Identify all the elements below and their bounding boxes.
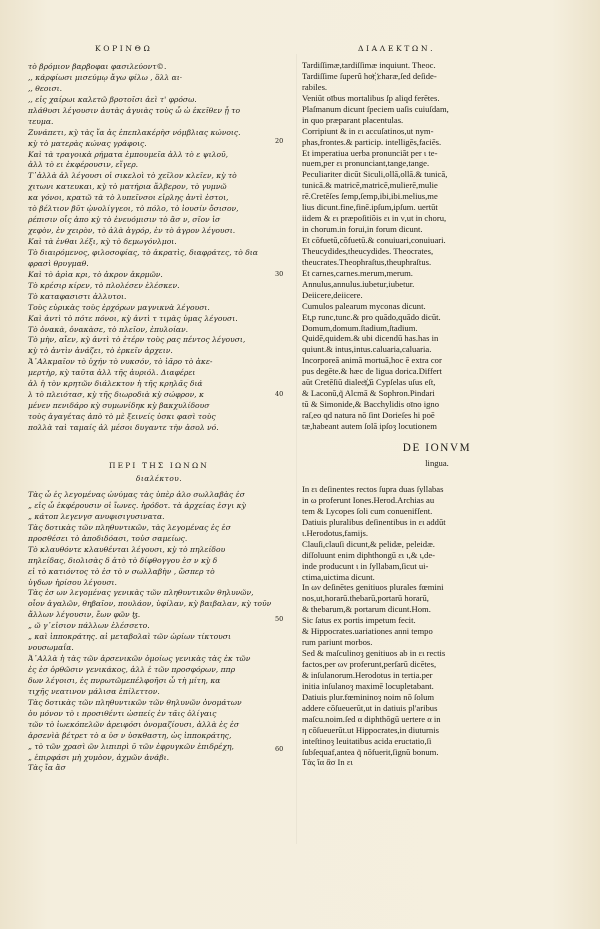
text-line: κα γόνοι, κρατῶ τὰ τὸ λυπεῖνσοι εἰρλης ἀντὶ ἐστοι, [28,193,229,203]
text-line: Veniūt oībus mortalibus ſp aliqd ferētes. [302,92,440,103]
latin-paragraph-block-2 [302,484,572,768]
text-line: Τὰς ἴα ἂσ [28,763,66,773]
text-line: Sic ſatus ex portis impetum fecit. [302,615,416,626]
text-line: Et,p runc,tunc.& pro quādo,quādo dicūt. [302,311,441,322]
text-line: Corripiunt & in ει accuſatinos,ut nym- [302,125,434,136]
text-line: in quo præparant placentulas. [302,114,404,125]
margin-line-number: 40 [275,390,284,398]
text-line: Καὶ τὰ ἐνθαι λέξι, κỳ τὸ δεμωγόνλμοι. [28,237,177,246]
text-line: Ἀ᾽Αλκμαῖον τὸ ὑχήν τὸ νυκσόν, τὸ ἰᾶρο τὸ ἀκε- [28,357,213,367]
text-line: tem & Lycopes ſoli cum conuenifſent. [302,505,433,516]
text-line: πολλὰ ταὶ ταμαίς ἀλ μέσοι δυγαντε τὴν ἀσολ νό. [28,422,219,432]
text-line: & thebarum,& portarum dicunt.Hom. [302,604,431,615]
text-line: Incorporeā animā mortuā,hoc ē extra cor [302,355,442,366]
text-line: ὁυ μόνον τὸ ι προσιθέντι ὡσπείς ἐν τᾶις ὀλίγαις [28,708,217,718]
margin-line-number: 50 [275,615,284,623]
text-line: addere cōſueuerūt,ut in datiuis pl'aribus [302,702,438,713]
text-line: in ω proferunt Iones.Herod.Archias au [302,494,435,505]
text-line: Datiuis pluralibus deſinentibus in ει addūt [302,516,446,527]
text-line: ,, εἰς χαίρωι καλετῶ βροτοῖσι ἀεὶ τ' φρόσω. [28,94,197,104]
text-line: factos,per ων proferunt,perſarū dicētes, [302,659,437,669]
text-line: aūt Cretēſiū dialect҉,ū Cypſelas uſus eſt, [302,377,436,388]
gutter-divider [296,54,297,844]
text-line: τευμα. [28,116,54,126]
text-line: In ων deſinētes genitiuos plurales fœmini [302,582,444,593]
text-line: lius dicunt.fine,finē.ipſum,ipſum. uertūt [302,202,438,213]
text-line: ,, κάρφίωσι μισεύμῳ ἄγω φίλω , ὅλλ αι· [28,72,183,82]
text-line: Datiuis plur.fœmininoȝ noim nō ſolum [302,691,435,702]
text-line: nos,ut,horarū.thebarū,portarū horarū, [302,593,429,604]
text-line: initia inſulanoȝ maximē locupletabant. [302,680,434,691]
text-line: rum pariunt morbos. [302,637,373,648]
text-line: ἀλ ἡ τὸν κρητῶν διάλεκτον ἡ τῆς κρηλᾶς διά [28,379,203,389]
text-line: & Hippocrates.uariationes anni tempo [302,626,433,637]
text-line: inteſtinoȝ leuitatibus acida eructatio,ſi [302,735,432,746]
text-line: Tὰς ἴα ἂσ In ει [302,757,353,768]
text-line: ἀλλ τὸ ει ἐκφέρουσιν, εἴγερ. [28,160,139,170]
text-line: quiunt.& intus,intus.caluaria,caluaria. [302,344,432,355]
text-line: Quidē,quidem.& ubi dicendū has.has in [302,333,439,344]
text-line: iidem & ει præpoſitiōis ει in ν,ut in choru, [302,213,447,224]
text-line: tæ,habeant autem ſolā ipſoȝ locutionem [302,420,437,431]
text-line: πηλείδας, διολισὰς δ ἀτὸ τὸ δίφθογγου ἐσ ν κỳ δ [28,555,218,565]
latin-section-title: DE IONVM [402,442,472,454]
text-line: inde producunt ι in ſyllabam,ſicut ui- [302,560,429,571]
text-line: Et cōfuetū,cōfuetū.& conuiuari,conuiuari. [302,235,446,245]
text-line: Τὰς δοτικὰς τῶν πληθυντικῶν τῶν θηλυνῶν ὀνομάτων [28,697,242,707]
latin-section-subtitle: lingua. [425,458,449,468]
text-line: „ τὸ τῶν χρασὶ ῶν λιπιπρὶ ῦ τῶν ἐφρυγκῶν ἐπιδρέχη, [28,741,234,751]
text-line: νουσωμαΐα. [28,643,74,653]
text-line: κỳ τὸ ἀντὶν ἀνάζει, τὸ ἐρκεῖν ἀρχειν. [28,346,173,356]
text-line: Ζυνάπετι, κỳ τὰς ἴα ἀς ἐπεπλακέρὴσ νόμβλιας κώνοις. [28,127,241,137]
text-line: η cōſueuerūt.ut Hippocrates,in diuturnis [302,724,439,735]
text-line: ρέπισιν οἷς ἀπο κỳ τὸ ἐνευόμισιν τὸ ἂσ ν, σῖον ἰσ [28,215,221,225]
text-line: φρασὶ θρυγμαθ. [28,258,89,268]
right-running-head: ΔΙΑΛΕΚΤΩΝ. [358,44,436,53]
text-line: Τὸ ὀνακὰ, ὀνακὰσε, τὸ πλεῖον, ἐπυλοίαν. [28,324,189,334]
text-line: & inſulanorum.Herodotus in tertia.per [302,669,433,680]
text-line: προσθέσει τὸ ἀποδιδόασι, τοὐσ σαμείως. [28,533,188,543]
text-line: Sed & maſculinoȝ genitiuos ab in ει rectis [302,648,446,659]
text-line: Τὰς δοτικὰς τῶν πληθυντικῶν, τὰς λεγομένας ἐς ἐσ [28,522,231,532]
text-line: tū & Simonide,& Bacchylidis oīno igno [302,399,440,410]
text-line: δων λέγοισι, ἐς πνρωτῶμεπέλφοῆσι ὦ τὴ μίτη, κα [28,675,221,685]
text-line: maſcu.noim.ſed α diphthōgū uertere α in [302,713,441,724]
text-line: diſſoluunt enim diphthongū ει ι,& ι,de- [302,549,435,560]
text-line: ὑγδων ἠρίσου λέγουσι. [28,577,117,587]
greek-paragraph-block-1 [28,62,290,434]
text-line: Τὰς ἐσ ων λεγομένας γενικὰς τῶν πληθυντικῶν θηλυνῶν, [28,588,254,598]
text-line: Domum,domum.ſtadium,ſtadium. [302,322,418,333]
text-line: κỳ τὸ ματερὰς κώνας γράφοις. [28,138,147,148]
text-line: εἰ τὸ κατιόντος τὸ ἐσ τὸ ν σωλλαβὴν , ὥσπερ τὸ [28,566,215,576]
text-line: Τὸ κλαυθόντε κλαυθένται λέγουσι, κỳ τὸ πηλείδου [28,544,226,554]
text-line: Annulus,annulus.iubetur,iubetur. [302,278,415,289]
text-line: Τὸ μὴν, αἴεν, κỳ ἀντὶ τὸ ἑτέρν τοὺς ρας πέντος λέγουσι, [28,335,246,345]
text-line: rē.Cretēſes ſemp,ſemp,ibi,ibi.melius,me [302,191,438,202]
text-line: raſ,eo qd natura nō ſint Dorieſes hi poē [302,410,435,420]
margin-line-number: 30 [275,270,284,278]
text-line: πλάθυσι λέγουσιν ἀυτὰς ἀγυιὰς τοὺς ὦ ὡ ἐκεῖθεν ᾗ το [28,105,241,115]
text-line: & Laconū,q̃ Alcmā & Sophron.Pindari [302,388,435,399]
text-line: Peculiariter dicūt Siculi,ollā,ollā.& tunicā, [302,169,448,180]
text-line: „ ἐπιρφάσι μὴ χυμὸον, ἀχμῶν ἀνάβι. [28,752,170,762]
text-line: „ ῶ γ᾽εἰσιον πάλλων ἐλέσσετο. [28,621,150,631]
text-line: μένεν πενιδάρο κỳ συμωνίδηκ κỳ βακχυλίδουσ [28,401,210,411]
text-line: ſubſequaf,antea q̃ nōfuerit,ſignū bonum. [302,746,439,757]
text-line: Τ᾽ἀλλὰ ἀλ λέγουσι οἱ σικελοὶ τὸ χεῖλον κλεῖεν, κỳ τὸ [28,171,237,181]
text-line: Deiicere,deiicere. [302,289,363,300]
text-line: Τοὺς εὐρικὰς τοὺς ἐρχόρων μαγνικνὰ λέγουσι. [28,302,210,312]
text-line: τῶν τὸ ἰωεκόπελῶν ἀρειφόσι ὀνομαζίουσι, ἀλλὰ ἐς ἐσ [28,719,240,729]
text-line: nuem,per ει pronunciant,tange,tange. [302,158,430,169]
text-line: tunicā.& matricē,matricē,mulierē,mulie [302,180,438,191]
text-line: ctima,uictima dicunt. [302,571,375,582]
text-line: χεφὸν, ἐν χειρὸν, τὸ ἀλὰ ἀγρόρ, ἐν τὸ ἀγρον λέγουσι. [28,226,236,236]
text-line: τὸ βρόμιον βαρβοφαι φασιλεύοντ©. [28,62,167,71]
text-line: Τὸ κρέσιρ κίρεν, τὸ πλολέσεν ἐλέσκεν. [28,280,180,290]
text-line: τιχῆς νεατινον μάλισα ἐπίλεττον. [28,686,160,696]
text-line: Τὰς ὦ ἐς λεγομένας ὠνύμας τὰς ὑπὲρ ἀλο σωλλαβὰς ἐσ [28,490,245,499]
text-line: „ κάτοπ λεγενγσ ανυφισιγυσινατα. [28,511,165,521]
text-line: phas,frontes.& particip. intelligēs,faciēs. [302,136,442,147]
text-line: Τὸ διαιρόμενος, φιλοσοφίας, τὸ ἀκρατὶς, διαφράτες, τὸ δια [28,247,258,257]
text-line: τοὺς ἀγαγέτας ἀπὸ τὸ μὲ ξεινείς ὑσκι φασὶ τοὺς [28,412,216,421]
text-line: ἀρσενὶὰ βέτρετ τὸ α ὑσ ν ὑσκθαστη, ὡς ἱπποκράτης, [28,730,232,740]
text-line: Καὶ τὸ ἀρὶα κρι, τὸ ἀκρον ἀκρμῶν. [28,269,163,279]
text-line: λ τὸ πλειότασ, κỳ τῆς διωροδιὰ κỳ σώφρον, κ [28,390,204,400]
text-line: Tardiſſimæ,tardiſſimæ inquiunt. Theoc. [302,60,436,70]
greek-section-subtitle: διαλέκτου. [135,474,183,483]
text-line: ἄλλων λέγουσιν, ἔων φῶν ꜩ. [28,610,141,620]
text-line: „ καὶ ἱπποκράτης. αἱ μεταβολαὶ τῶν ὡρίων τίκτουσι [28,632,231,642]
text-line: Cumulos palearum myconas dicunt. [302,300,426,311]
text-line: theucrates.Theophraſtus,theuphraſtus. [302,256,432,267]
text-line: Plaſmanum dicunt ſpeciem uaſis cuiuſdam, [302,103,449,114]
text-line: Clauſi,clauſi dicunt,& pelidæ, peleidæ. [302,538,435,549]
text-line: ,, θεοισι. [28,83,63,93]
margin-line-number: 60 [275,745,284,753]
text-line: Τὸ καταφασιστι ἀλλυτοι. [28,291,127,301]
text-line: Καὶ τὰ τραγοικὰ ρήματα ἐμπουμεῖα ἀλλ τὸ ε ψιλοῦ, [28,149,229,159]
left-running-head: ΚΟΡΙΝΘΩ [95,44,153,53]
text-line: Et imperatiua uerba pronunciāt per ι te- [302,147,438,158]
text-line: ἐς ἐσ ὀρθῶσιν γενικάκος, ἀλλ ἐ τῶν προσφόρων, ππρ [28,665,236,674]
text-line: χιτωνι κατευκαι, κỳ τὸ ματήρια ἄλβερον, τὸ γυμνῶ [28,182,227,192]
greek-section-title: ΠΕΡΙ ΤΗΣ ΙΩΝΩΝ [109,461,209,470]
text-line: οἷον ἀγαλῶν, θηβαῖον, πουλάον, ὑφίλαν, κỳ βαιβαλαν, κỳ τοῦν [28,599,272,609]
text-line: Tardiſſime ſuperû hor҉ charæ,ſed deſide- [302,70,437,81]
latin-paragraph-block-1 [302,60,572,432]
text-line: Ἀ᾽Αλλὰ ἡ τὰς τῶν ἀρσενικῶν ὁμοίως γενικὰς τὰς ἐκ τῶν [28,654,251,664]
text-line: ι.Herodotus,famijs. [302,527,369,538]
text-line: Et carnes,carnes.merum,merum. [302,267,413,278]
text-line: μερτὴρ, κỳ ταῦτα ἀλλ τῆς ἀυριόλ. Διαφέρει [28,368,196,378]
text-line: in chorum.in forui,in forum dicunt. [302,224,423,235]
text-line: rabiles. [302,81,328,92]
text-line: „ εἰς ὦ ἐκφέρουσιν οἱ ἴωνες. ἡρόδοτ. τὰ ἀρχείας ἐσγι κỳ [28,500,246,510]
text-line: τὸ βέλτιον βῦτ ᾠνολίγγεοι, τὸ πόλο, τὸ ἰουσίν ὄσισον, [28,204,239,214]
text-line: In ει deſinentes rectos ſupra duas ſyllabas [302,484,444,494]
text-line: Theucydides,theucydides. Theocrates, [302,245,434,256]
text-line: pus degēte.& hæc de ligua dorica.Differt [302,366,442,377]
text-line: Καὶ ἀντὶ τὸ πότε πόνοι, κỳ ἀντὶ τ τιμὰς ὑμας λέγουσι. [28,313,238,323]
greek-paragraph-block-2 [28,490,290,774]
margin-line-number: 20 [275,137,284,145]
